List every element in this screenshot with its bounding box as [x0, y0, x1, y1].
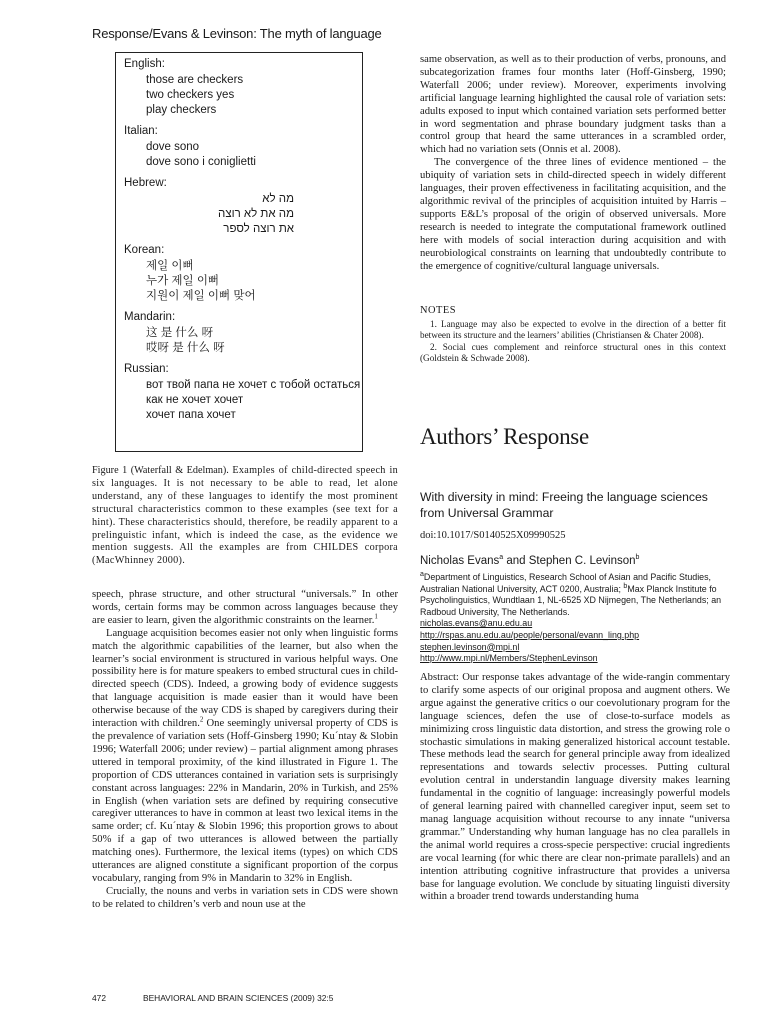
- figure-language-label: Hebrew:: [124, 177, 167, 189]
- affiliation-marker: a: [420, 571, 424, 579]
- figure-group-english: [124, 57, 354, 118]
- figure-example: play checkers: [146, 104, 217, 116]
- figure-group-mandarin: [124, 310, 354, 356]
- figure-example: two checkers yes: [146, 89, 235, 101]
- figure-group-hebrew: [124, 176, 354, 237]
- doi-line: doi:10.1017/S0140525X09990525: [420, 530, 566, 541]
- affiliation-marker: b: [635, 554, 640, 562]
- figure-example: хочет папа хочет: [146, 409, 236, 421]
- figure-example: those are checkers: [146, 74, 244, 86]
- article-title: With diversity in mind: Freeing the language sciences from Universal Grammar: [420, 490, 708, 520]
- left-column-body: [92, 589, 398, 912]
- figure-example: מה את לא רוצה: [218, 208, 294, 220]
- figure-group-italian: [124, 124, 354, 170]
- figure-language-label: Russian:: [124, 363, 169, 375]
- figure-example: 지원이 제일 이뻐 맞어: [146, 290, 256, 302]
- figure-example: את רוצה לספר: [223, 223, 294, 235]
- note-item: 1. Language may also be expected to evolve in the direction of a better fit between its structure and the learners’ abilities (Christiansen & Chater 2008).: [420, 319, 726, 341]
- paragraph-text: speech, phrase structure, and other structural “universals.” In other words, certain forms may be common across languages because they are easier to learn, given the algorithmic constraints on the learner.: [92, 589, 398, 626]
- figure-language-label: Mandarin:: [124, 311, 176, 323]
- journal-footer: BEHAVIORAL AND BRAIN SCIENCES (2009) 32:5: [143, 993, 334, 1003]
- affiliation-marker: a: [499, 554, 504, 562]
- affiliation-a: Department of Linguistics, Research School of Asian and Pacific Studies, Australian National University, ACT 0200, Australia;: [420, 572, 712, 594]
- figure-example: как не хочет хочет: [146, 394, 244, 406]
- email-link[interactable]: stephen.levinson@mpi.nl: [420, 641, 520, 652]
- abstract: Abstract: Our response takes advantage of the wide-rangin commentary to clarify some aspects of our original proposa and augment others. We argue against the generative critics o our coevolutionary program for the language sciences, defen the use of close-to-surface models as minimizing cross linguistic data distortion, and stress the growing role o stochastic simulations in making generalized historical account testable. These methods lead the search for general principle away from idealized representations and towards selectiv processes. Putting cultural evolution central in understandin language diversity makes learning fundamental in the cognitio of language: increasingly powerful models of general learning paired with channelled caregiver input, seem set to manag language acquisition without recourse to any innate “universa grammar.” Understanding why human language has no clea parallels in the animal world requires a cross-specie perspective: crucial ingredients are vocal learning (for whic there are clear non-primate parallels) and an intention attributing cognitive infrastructure that provides a universa base for language evolution. We conclude by situating linguisti diversity within a broader trend towards understanding huma: [420, 672, 730, 903]
- figure-group-korean: [124, 243, 354, 304]
- figure-caption: [92, 465, 398, 568]
- figure-language-label: Italian:: [124, 125, 158, 137]
- running-head: Response/Evans & Levinson: The myth of language: [92, 26, 382, 41]
- affiliation-b: Max Planck Institute fo Psycholinguistics, Wundtlaan 1, NL-6525 XD Nijmegen, The Netherlands; an Radboud University, The Netherlands.: [420, 583, 722, 617]
- paragraph: The convergence of the three lines of evidence mentioned – the ubiquity of variation sets in child-directed speech in widely different languages, their proven effectiveness in facilitating acquisition, and the algorithmic revival of the principles of acquisition intuited by Harris – supports E&L’s proposal of the origin of observed universals. More research is needed to integrate the computational framework outlined here with models of social interaction during acquisition and with neurobiological constraints on learning that undoubtedly contribute to the emergence of cognitive/cultural language universals.: [420, 157, 726, 272]
- author-name: Stephen C. Levinson: [528, 555, 636, 567]
- section-heading: Authors’ Response: [420, 424, 589, 449]
- figure-example: 哎呀 是 什么 呀: [146, 342, 225, 354]
- byline-conjunction: and: [503, 555, 529, 567]
- notes-heading: NOTES: [420, 305, 456, 316]
- homepage-link[interactable]: http://rspas.anu.edu.au/people/personal/evann_ling.php: [420, 629, 640, 640]
- figure-example: вот твой папа не хочет с тобой остаться: [146, 379, 361, 391]
- note-item: 2. Social cues complement and reinforce structural ones in this context (Goldstein & Schwade 2008).: [420, 341, 726, 364]
- figure-example: 제일 이뻐: [146, 260, 194, 272]
- footnote-marker: 2: [199, 715, 204, 724]
- figure-example: מה לא: [262, 193, 294, 205]
- caption-text: Examples of child-directed speech in six languages. It is not necessary to be able to read, let alone understand, any of these languages to identify the most prominent structural characteristics common to these examples (see text for a hint). These characteristics should, therefore, be readily apparent to a prelinguistic infant, which is indeed the case, as the evidence we mention suggests. All the examples are from CHILDES corpora (MacWhinney 2000).: [92, 465, 399, 567]
- figure-language-label: Korean:: [124, 244, 165, 256]
- page-number: 472: [92, 993, 106, 1003]
- paragraph: [92, 628, 398, 886]
- figure-group-russian: [124, 362, 361, 423]
- figure-language-label: English:: [124, 58, 165, 70]
- affiliations: [420, 572, 726, 665]
- figure-example: dove sono i coniglietti: [146, 156, 256, 168]
- author-byline: [420, 555, 726, 567]
- paragraph: Crucially, the nouns and verbs in variation sets in CDS were shown to be related to children’s verb and noun use at the: [92, 885, 398, 910]
- paragraph-text: One seemingly universal property of CDS is the prevalence of variation sets (Hoff-Ginsberg 1990; Ku´ntay & Slobin 1996; Waterfall 2006; under review) – partial alignment among phrases uttered in temporal proximity, of the kind illustrated in Figure 1. The proportion of CDS utterances contained in variation sets is surprisingly constant across languages: 22% in Mandarin, 20% in Turkish, and 25% in English (when variation sets are defined by requiring consecutive caregiver utterances to have in common at least two lexical items in the same order; cf. Ku´ntay & Slobin 1996; this proportion grows to about 50% if a gap of two utterances is allowed between the partially matching ones). Furthermore, the lexical items (types) on which CDS utterances are aligned constitute a significant proportion of the corpus vocabulary, ranging from 9% in Mandarin to 32% in English.: [92, 718, 398, 884]
- figure-example: dove sono: [146, 141, 200, 153]
- paragraph: [92, 589, 398, 628]
- right-column-body: [420, 54, 726, 273]
- footnote-marker: 1: [374, 612, 378, 621]
- figure-1-box: [115, 52, 363, 452]
- email-link[interactable]: nicholas.evans@anu.edu.au: [420, 618, 533, 629]
- paragraph-text: Language acquisition becomes easier not only when linguistic forms match the algorithmic capabilities of the learner, but also when the learner’s social environment is structured in various helpful ways. One possibility here is for mature speakers to embed structural cues in child-directed speech (CDS). Indeed, a growing body of evidence suggests that language acquisition is made easier than it would have been otherwise because of the way CDS is shaped by caregivers during their interaction with children.: [92, 627, 398, 730]
- author-name: Nicholas Evans: [420, 555, 500, 567]
- caption-label: Figure 1 (Waterfall & Edelman).: [92, 465, 229, 476]
- figure-example: 누가 제일 이뻐: [146, 275, 220, 287]
- figure-example: 这 是 什么 呀: [146, 327, 214, 339]
- paragraph: same observation, as well as to their production of verbs, pronouns, and subcategorization frames four months later (Hoff-Ginsberg, 1990; Waterfall 2006; under review). Moreover, experiments involving artificial language learning highlighted the causal role of variation sets: adults exposed to input which contained variation sets performed better in word segmentation and phrase boundary judgment tasks than a control group that heard the same utterances in a scrambled order, which had no variation sets (Onnis et al. 2008).: [420, 54, 726, 156]
- affiliation-marker: b: [623, 582, 628, 590]
- affiliation-text: [420, 572, 726, 618]
- homepage-link[interactable]: http://www.mpi.nl/Members/StephenLevinson: [420, 653, 598, 664]
- notes-list: [420, 319, 726, 365]
